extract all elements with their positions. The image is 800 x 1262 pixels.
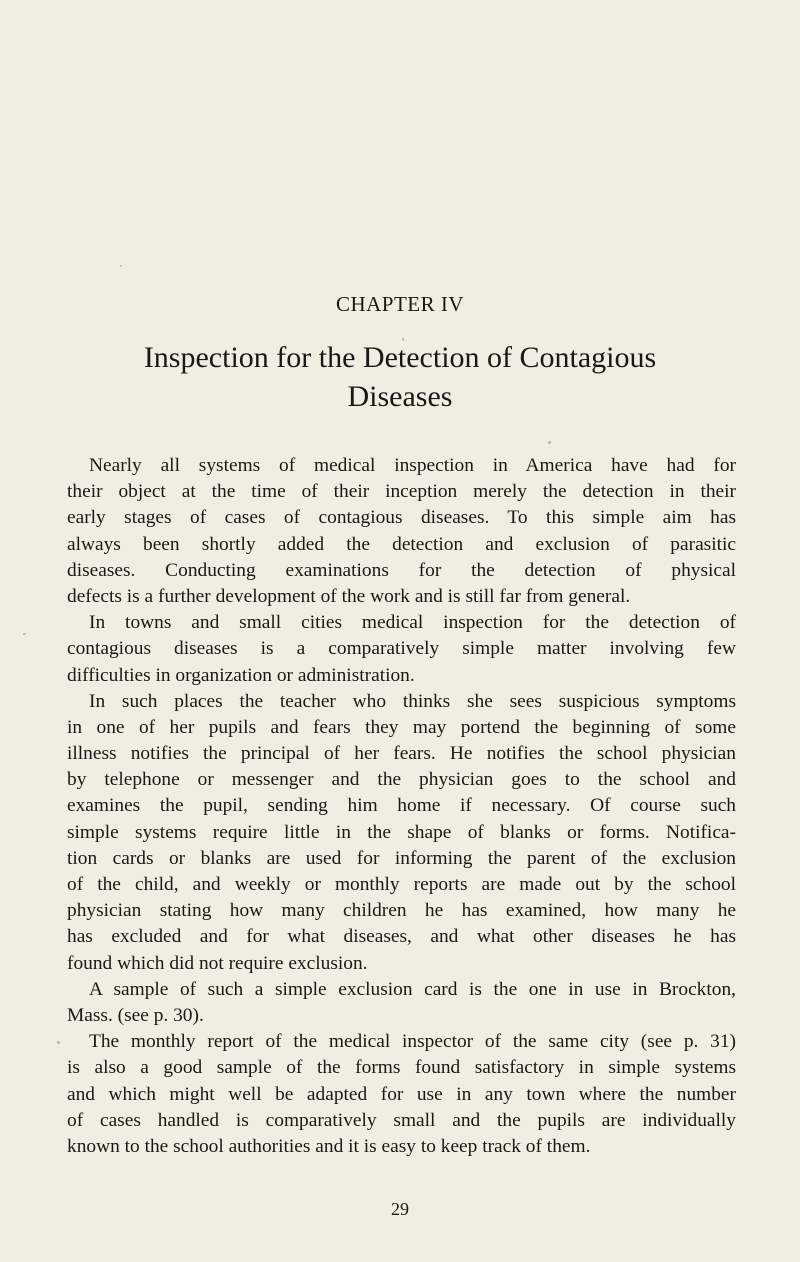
text-line: is also a good sample of the forms found satisfactory in simple systems	[67, 1057, 736, 1079]
text-line: physician stating how many children he has examined, how many he	[67, 900, 736, 922]
text-line: defects is a further development of the work and is still far from general.	[67, 585, 631, 607]
text-line: found which did not require exclusion.	[67, 952, 368, 974]
text-line: has excluded and for what diseases, and what other diseases he has	[67, 926, 736, 948]
text-line: contagious diseases is a comparatively simple matter involving few	[67, 638, 736, 660]
paper-speck	[23, 633, 26, 635]
paper-speck	[120, 265, 122, 267]
body-text	[67, 453, 736, 1160]
text-line: of the child, and weekly or monthly reports are made out by the school	[67, 874, 736, 895]
chapter-title-line: Inspection for the Detection of Contagious	[143, 341, 657, 374]
text-line: examines the pupil, sending him home if necessary. Of course such	[67, 795, 736, 817]
text-line: diseases. Conducting examinations for the detection of physical	[67, 559, 736, 581]
text-line: by telephone or messenger and the physician goes to the school and	[67, 769, 736, 791]
paper-speck	[548, 441, 551, 444]
text-line: and which might well be adapted for use in any town where the number	[67, 1083, 736, 1105]
text-line: of cases handled is comparatively small and the pupils are individually	[67, 1109, 736, 1131]
text-line: tion cards or blanks are used for informing the parent of the exclusion	[67, 847, 736, 869]
text-line: difficulties in organization or administration.	[67, 664, 415, 686]
chapter-title	[60, 338, 740, 416]
text-line: Nearly all systems of medical inspection in America have had for	[89, 455, 736, 476]
chapter-heading: CHAPTER IV	[335, 292, 465, 316]
text-line: In such places the teacher who thinks she sees suspicious symptoms	[89, 690, 736, 712]
page-number: 29	[391, 1199, 409, 1219]
text-line: The monthly report of the medical inspector of the same city (see p. 31)	[89, 1031, 736, 1053]
text-line: illness notifies the principal of her fears. He notifies the school physician	[67, 743, 736, 765]
text-line: A sample of such a simple exclusion card is the one in use in Brockton,	[89, 978, 736, 1000]
text-line: in one of her pupils and fears they may portend the beginning of some	[67, 716, 736, 738]
text-line: known to the school authorities and it is easy to keep track of them.	[67, 1135, 591, 1157]
text-line: always been shortly added the detection and exclusion of parasitic	[67, 533, 736, 555]
chapter-title-line: Diseases	[347, 380, 453, 413]
text-line: simple systems require little in the shape of blanks or forms. Notifica-	[67, 821, 736, 843]
paper-speck	[57, 1041, 60, 1044]
text-line: their object at the time of their inception merely the detection in their	[67, 481, 736, 503]
text-line: Mass. (see p. 30).	[67, 1004, 204, 1026]
text-line: early stages of cases of contagious diseases. To this simple aim has	[67, 507, 736, 529]
text-line: In towns and small cities medical inspection for the detection of	[89, 612, 736, 634]
